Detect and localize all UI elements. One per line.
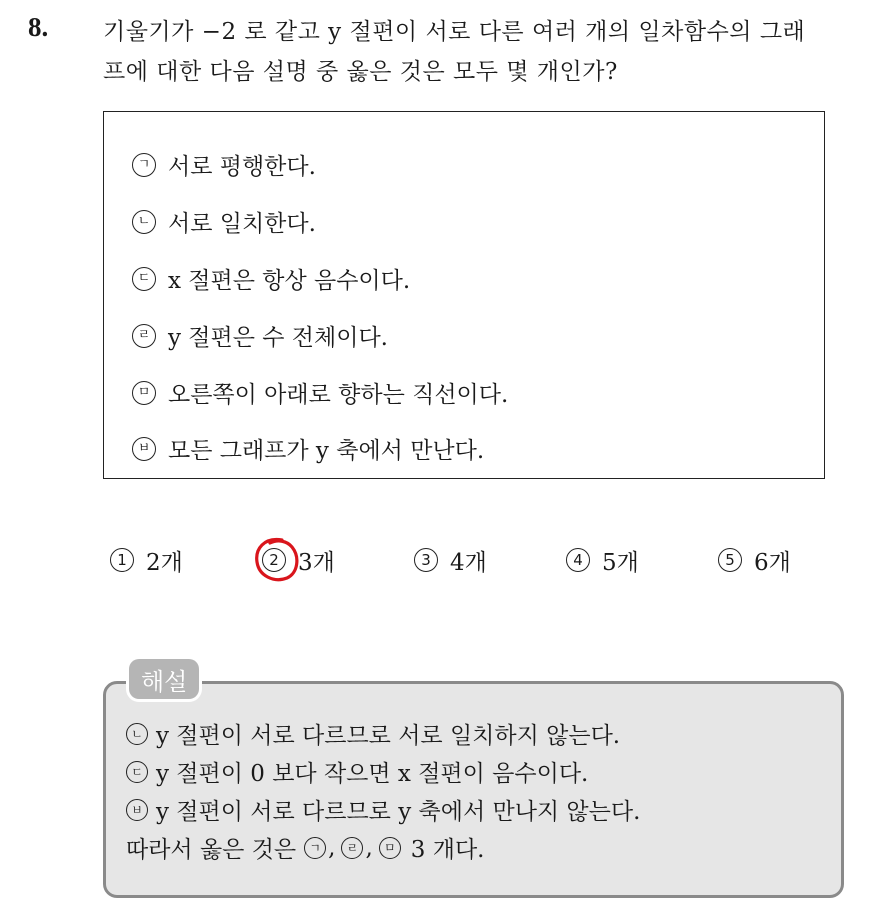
statement-text: 오른쪽이 아래로 향하는 직선이다. <box>168 382 509 408</box>
statement-item <box>132 262 410 295</box>
solution-text: y 절편이 0 보다 작으면 x 절편이 음수이다. <box>156 761 589 787</box>
statement-marker: ㄹ <box>132 324 156 348</box>
solution-box <box>103 681 844 898</box>
solution-line <box>126 755 588 788</box>
answer-choices <box>0 540 884 580</box>
answer-circle-stroke <box>257 540 297 580</box>
statement-text: 서로 평행한다. <box>168 154 316 180</box>
choice-label: 2개 <box>146 549 183 576</box>
solution-marker: ㄷ <box>126 761 148 783</box>
choice-label: 3개 <box>298 549 335 576</box>
solution-conclusion <box>126 831 484 864</box>
conclusion-suffix: 3 개다. <box>410 837 485 863</box>
choice-1[interactable] <box>110 540 183 580</box>
statement-marker: ㄴ <box>132 210 156 234</box>
question-number: 8. <box>28 12 49 42</box>
comma: , <box>365 834 373 861</box>
statement-item <box>132 205 316 238</box>
question-text <box>103 12 873 92</box>
statement-marker: ㄱ <box>132 153 156 177</box>
solution-line <box>126 793 640 826</box>
statement-text: y 절편은 수 전체이다. <box>168 325 388 351</box>
question-line-2: 프에 대한 다음 설명 중 옳은 것은 모두 몇 개인가? <box>103 59 618 85</box>
statement-text: x 절편은 항상 음수이다. <box>168 268 411 294</box>
statement-box <box>103 111 825 479</box>
statement-item <box>132 376 508 409</box>
comma: , <box>328 834 336 861</box>
solution-text: y 절편이 서로 다르므로 y 축에서 만나지 않는다. <box>156 799 641 825</box>
choice-number: 5 <box>718 548 742 572</box>
statement-text: 모든 그래프가 y 축에서 만난다. <box>168 438 485 464</box>
choice-3[interactable] <box>414 540 487 580</box>
choice-label: 4개 <box>450 549 487 576</box>
statement-marker: ㅁ <box>132 381 156 405</box>
choice-number: 3 <box>414 548 438 572</box>
choice-number: 1 <box>110 548 134 572</box>
question-line-1: 기울기가 −2 로 같고 y 절편이 서로 다른 여러 개의 일차함수의 그래 <box>103 19 806 45</box>
solution-text: y 절편이 서로 다르므로 서로 일치하지 않는다. <box>156 723 621 749</box>
statement-item <box>132 319 388 352</box>
statement-marker: ㄷ <box>132 267 156 291</box>
solution-marker: ㅂ <box>126 799 148 821</box>
conclusion-prefix: 따라서 옳은 것은 <box>126 837 297 863</box>
solution-marker: ㄴ <box>126 723 148 745</box>
choice-4[interactable] <box>566 540 639 580</box>
conclusion-marker: ㄱ <box>304 837 326 859</box>
statement-marker: ㅂ <box>132 437 156 461</box>
statement-item <box>132 432 484 465</box>
choice-5[interactable] <box>718 540 791 580</box>
statement-text: 서로 일치한다. <box>168 211 316 237</box>
conclusion-marker: ㅁ <box>379 837 401 859</box>
choice-number: 4 <box>566 548 590 572</box>
solution-line <box>126 717 620 750</box>
choice-label: 6개 <box>754 549 791 576</box>
statement-item <box>132 148 316 181</box>
choice-number: 2 <box>262 548 286 572</box>
conclusion-marker: ㄹ <box>341 837 363 859</box>
choice-label: 5개 <box>602 549 639 576</box>
solution-tag: 해설 <box>129 659 199 699</box>
answer-circle-icon <box>252 535 302 585</box>
